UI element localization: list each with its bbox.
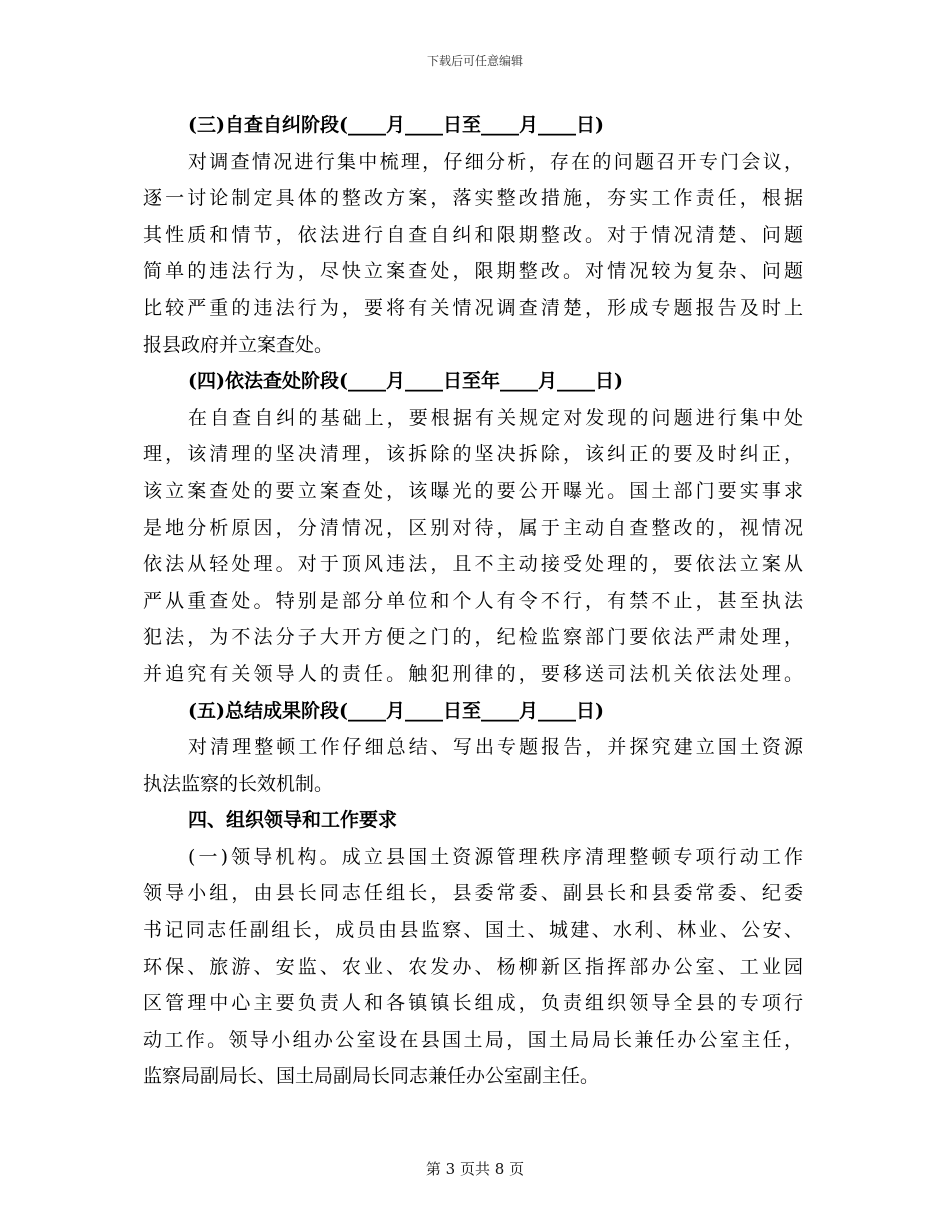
paragraph-line: 是地分析原因，分清情况，区别对待，属于主动自查整改的，视情况 bbox=[143, 516, 803, 539]
paragraph-line: 简单的违法行为，尽快立案查处，限期整改。对情况较为复杂、问题 bbox=[143, 260, 803, 283]
paragraph-line: 对调查情况进行集中梳理，仔细分析，存在的问题召开专门会议， bbox=[188, 150, 803, 173]
paragraph-line: 监察局副局长、国土局副局长同志兼任办公室副主任。 bbox=[143, 1065, 600, 1088]
section-heading: (五)总结成果阶段(____月____日至____月____日) bbox=[188, 699, 604, 722]
section-heading: 四、组织领导和工作要求 bbox=[188, 809, 398, 832]
paragraph-line: 逐一讨论制定具体的整改方案，落实整改措施，夯实工作责任，根据 bbox=[143, 187, 803, 210]
paragraph-line: 该立案查处的要立案查处，该曝光的要公开曝光。国土部门要实事求 bbox=[143, 479, 803, 502]
section-heading: (四)依法查处阶段(____月____日至年____月____日) bbox=[188, 370, 623, 393]
document-body bbox=[143, 107, 803, 1095]
paragraph-line: 对清理整顿工作仔细总结、写出专题报告，并探究建立国土资源 bbox=[188, 736, 803, 759]
paragraph-line: 动工作。领导小组办公室设在县国土局，国土局局长兼任办公室主任， bbox=[143, 1028, 803, 1051]
section-heading: (三)自查自纠阶段(____月____日至____月____日) bbox=[188, 114, 604, 136]
paragraph-line: 犯法，为不法分子大开方便之门的，纪检监察部门要依法严肃处理， bbox=[143, 626, 803, 649]
paragraph-line: 在自查自纠的基础上，要根据有关规定对发现的问题进行集中处 bbox=[188, 406, 803, 429]
paragraph-line: 严从重查处。特别是部分单位和个人有令不行，有禁不止，甚至执法 bbox=[143, 589, 803, 612]
paragraph-line: 报县政府并立案查处。 bbox=[143, 333, 334, 356]
page-header: 下载后可任意编辑 bbox=[426, 54, 523, 68]
paragraph-line: 书记同志任副组长，成员由县监察、国土、城建、水利、林业、公安、 bbox=[143, 919, 803, 942]
paragraph-line: 依法从轻处理。对于顶风违法，且不主动接受处理的，要依法立案从 bbox=[143, 553, 803, 576]
paragraph-line: 并追究有关领导人的责任。触犯刑律的，要移送司法机关依法处理。 bbox=[143, 662, 803, 685]
paragraph-line: 区管理中心主要负责人和各镇镇长组成，负责组织领导全县的专项行 bbox=[143, 992, 803, 1015]
paragraph-line: 执法监察的长效机制。 bbox=[143, 772, 334, 795]
paragraph-line: 环保、旅游、安监、农业、农发办、杨柳新区指挥部办公室、工业园 bbox=[143, 955, 803, 978]
paragraph-line: 其性质和情节，依法进行自查自纠和限期整改。对于情况清楚、问题 bbox=[143, 223, 803, 246]
paragraph-line: (一)领导机构。成立县国土资源管理秩序清理整顿专项行动工作 bbox=[188, 845, 803, 868]
paragraph-line: 比较严重的违法行为，要将有关情况调查清楚，形成专题报告及时上 bbox=[143, 296, 803, 319]
page-footer: 第 3 页共 8 页 bbox=[425, 1160, 525, 1178]
paragraph-line: 领导小组，由县长同志任组长，县委常委、副县长和县委常委、纪委 bbox=[143, 882, 803, 905]
paragraph-line: 理，该清理的坚决清理，该拆除的坚决拆除，该纠正的要及时纠正， bbox=[143, 443, 803, 466]
